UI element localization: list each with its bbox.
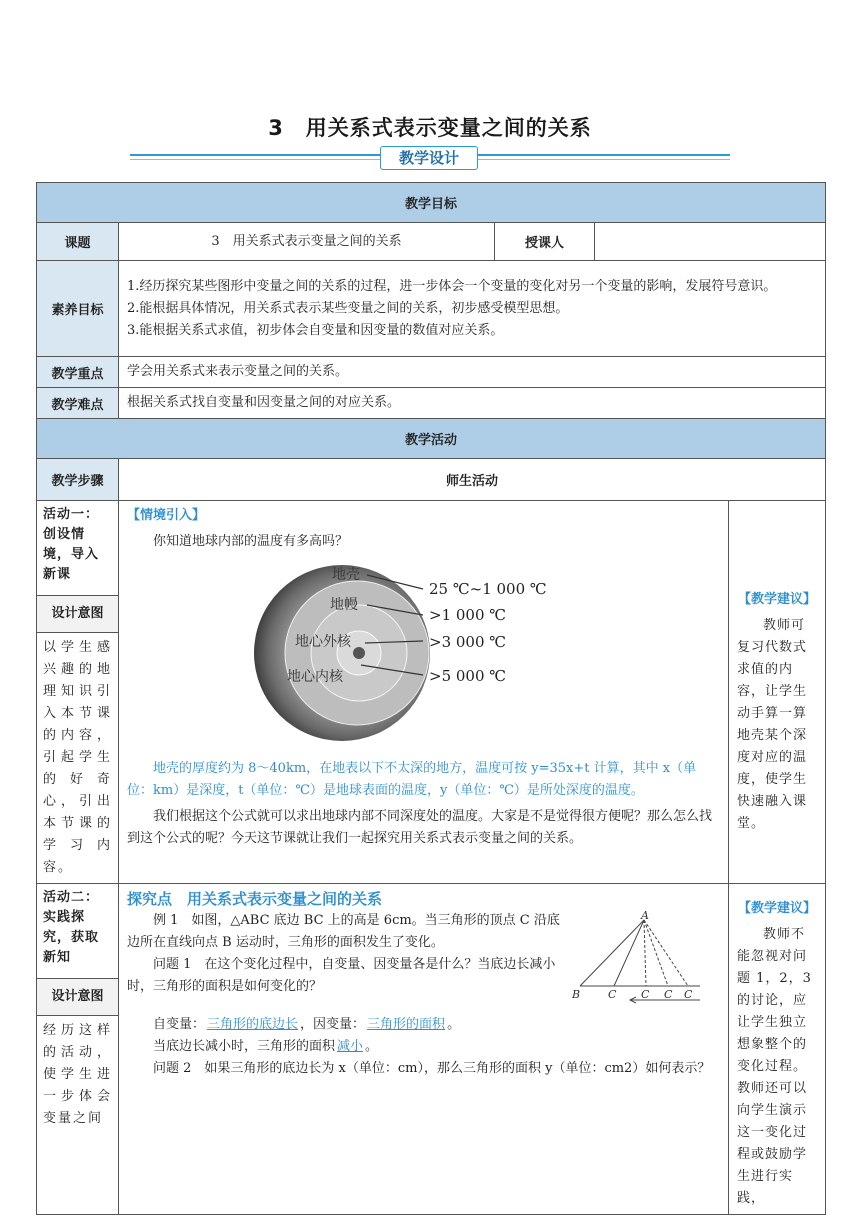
answer-shrink (127, 1036, 720, 1058)
side-ab (580, 920, 644, 986)
shrink-answer: 减小 (337, 1039, 364, 1054)
activity2-design-label: 设计意图 (37, 979, 118, 1016)
triangle-figure-svg (570, 910, 720, 1006)
explore-title: 探究点 用关系式表示变量之间的关系 (127, 890, 383, 908)
literacy-goals (119, 261, 826, 357)
layer-label: 地心内核 (287, 669, 343, 685)
earth-figure-svg (127, 553, 647, 758)
side-ac (614, 920, 644, 986)
activity1-suggestion (729, 501, 826, 884)
lesson-plan-table (36, 182, 826, 1215)
question-2: 问题 2 如果三角形的底边长为 x（单位：cm），那么三角形的面积 y（单位：cm2）如何表示？ (153, 1061, 711, 1076)
dep-answer: 三角形的面积 (367, 1017, 446, 1032)
activity1-left (37, 501, 119, 884)
shrink-label: 当底边长减小时，三角形的面积 (153, 1039, 336, 1054)
temp-label: >5 000 ℃ (429, 667, 507, 685)
activity2-title: 活动二：实践探究，获取新知 (37, 884, 118, 979)
literacy-label: 素养目标 (37, 261, 119, 357)
intro-paragraph: 我们根据这个公式就可以求出地球内部不同深度处的温度。大家是不是觉得很方便呢？那么怎么找到这个公式的呢？今天这节课就让我们一起探究用关系式表示变量之间的关系。 (127, 809, 713, 846)
example-row (127, 910, 720, 1014)
point-label: C (608, 988, 617, 1001)
activity1-design-label: 设计意图 (37, 596, 118, 633)
point-label: C (684, 988, 693, 1001)
layer-label: 地幔 (330, 597, 358, 613)
dashed-line (644, 920, 646, 986)
answer-variables (127, 1014, 720, 1036)
difficulty-label: 教学难点 (37, 388, 119, 419)
objectives-heading: 教学目标 (37, 183, 826, 223)
dashed-line (644, 920, 668, 986)
activity2-suggestion (729, 884, 826, 1215)
suggest-tag: 【教学建议】 (738, 592, 817, 607)
example-text-block (127, 910, 570, 1014)
topic-value: 3 用关系式表示变量之间的关系 (119, 223, 495, 261)
difficulty-value: 根据关系式找自变量和因变量之间的对应关系。 (119, 388, 826, 419)
point-label: B (572, 988, 581, 1001)
suggest-text: 教师不能忽视对问题 1，2，3 的讨论，应让学生独立想象整个的变化过程。教师还可以向学生演示这一变化过程或鼓励学生进行实践， (737, 927, 812, 1206)
suggest-tag: 【教学建议】 (738, 901, 817, 916)
activity1-content (119, 501, 729, 884)
activity1-design-text: 以学生感兴趣的地理知识引入本节课的内容，引起学生的好奇心，引出本节课的学习内容。 (43, 640, 112, 875)
key-point-value: 学会用关系式来表示变量之间的关系。 (119, 357, 826, 388)
teacher-student-label: 师生活动 (119, 459, 826, 501)
triangle-figure (570, 910, 720, 1014)
activity2-left (37, 884, 119, 1215)
temp-label: >1 000 ℃ (429, 606, 507, 624)
earth-center (353, 647, 365, 659)
temp-label: 25 ℃~1 000 ℃ (429, 580, 547, 598)
key-point-label: 教学重点 (37, 357, 119, 388)
question-1: 问题 1 在这个变化过程中，自变量、因变量各是什么？当底边长减小时，三角形的面积是如何变化的？ (127, 957, 556, 994)
topic-label: 课题 (37, 223, 119, 261)
activity2-content (119, 884, 729, 1215)
activities-heading: 教学活动 (37, 419, 826, 459)
steps-label: 教学步骤 (37, 459, 119, 501)
layer-label: 地壳 (332, 567, 360, 583)
indep-answer: 三角形的底边长 (207, 1017, 299, 1032)
activity1-title: 活动一：创设情境，导入新课 (37, 501, 118, 596)
document-title: 3 用关系式表示变量之间的关系 (268, 116, 592, 140)
suggest-text: 教师可复习代数式求值的内容，让学生动手算一算地壳某个深度对应的温度，使学生快速融入课堂。 (737, 618, 808, 831)
layer-label: 地心外核 (295, 634, 351, 650)
earth-question: 你知道地球内部的温度有多高吗？ (153, 534, 349, 549)
teacher-value (595, 223, 826, 261)
activity2-design-text: 经历这样的活动，使学生进一步体会变量之间 (43, 1023, 112, 1126)
dep-label: ，因变量： (300, 1017, 366, 1032)
indep-label: 自变量： (153, 1017, 206, 1032)
section-band (130, 146, 730, 170)
point-label: C (641, 988, 650, 1001)
period: 。 (365, 1039, 379, 1054)
literacy-item: 3.能根据关系式求值，初步体会自变量和因变量的数值对应关系。 (127, 322, 504, 338)
literacy-item: 2.能根据具体情况，用关系式表示某些变量之间的关系，初步感受模型思想。 (127, 300, 569, 316)
earth-figure (127, 553, 720, 758)
teacher-label: 授课人 (495, 223, 595, 261)
point-label: C (664, 988, 673, 1001)
band-label: 教学设计 (380, 146, 478, 170)
temp-label: >3 000 ℃ (429, 633, 507, 651)
situation-tag: 【情境引入】 (127, 508, 206, 523)
dashed-line (644, 920, 688, 986)
example-1: 例 1 如图，△ABC 底边 BC 上的高是 6cm。当三角形的顶点 C 沿底边所在直线向点 B 运动时，三角形的面积发生了变化。 (127, 913, 560, 950)
period: 。 (447, 1017, 461, 1032)
point-label: A (641, 910, 649, 922)
crust-formula-paragraph: 地壳的厚度约为 8～40km，在地表以下不太深的地方，温度可按 y=35x+t 计算，其中 x（单位：km）是深度，t（单位：℃）是地球表面的温度，y（单位：℃）是所处深度的温度。 (127, 761, 697, 798)
literacy-item: 1.经历探究某些图形中变量之间的关系的过程，进一步体会一个变量的变化对另一个变量的影响，发展符号意识。 (127, 278, 777, 294)
